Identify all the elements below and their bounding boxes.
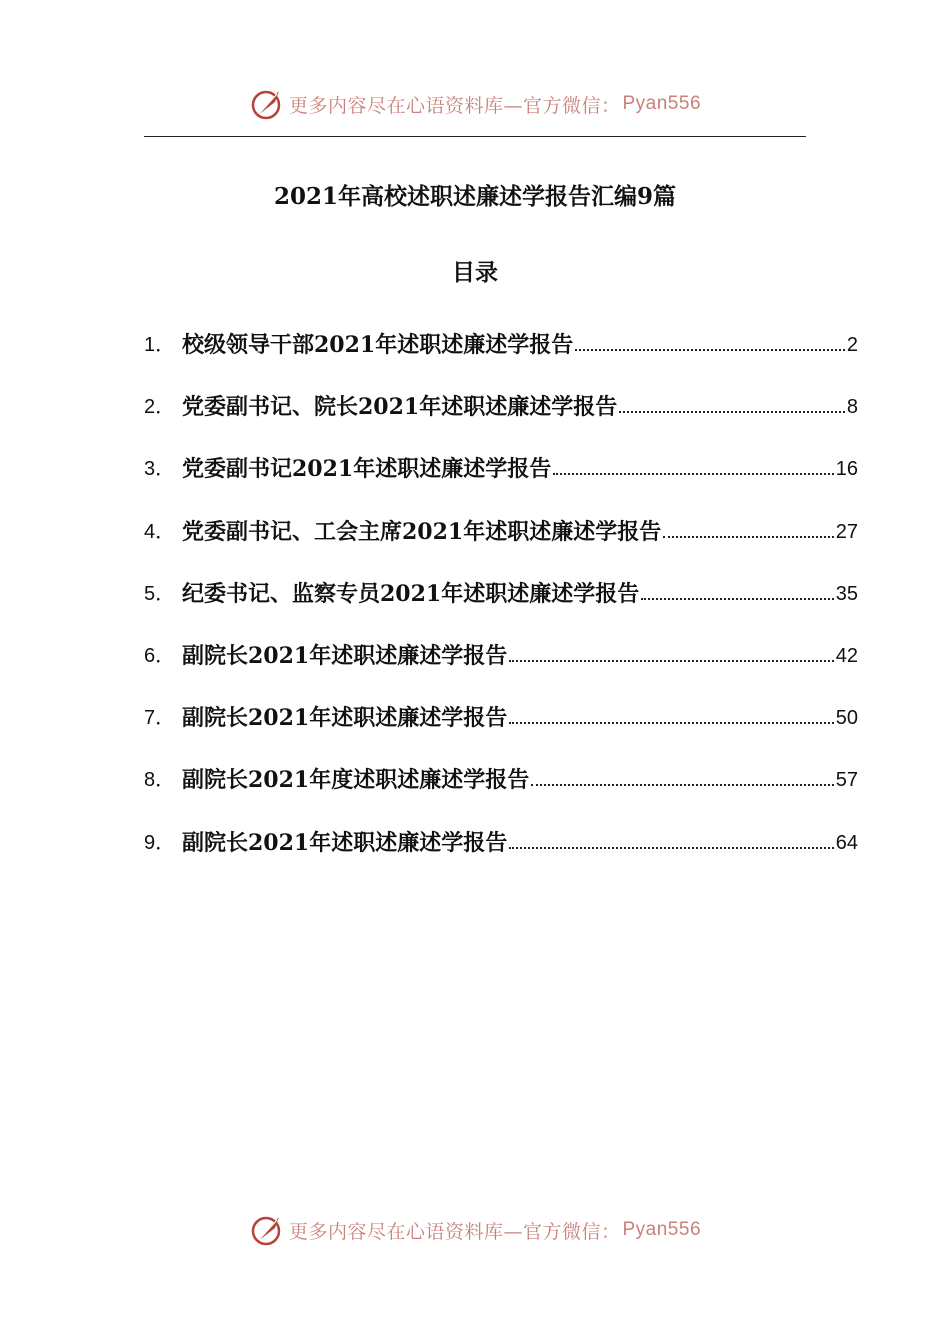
toc-item-title[interactable]: 校级领导干部2021年述职述廉述学报告 xyxy=(182,332,574,358)
footer-banner xyxy=(0,1212,950,1248)
toc-item-title[interactable]: 副院长2021年述职述廉述学报告 xyxy=(182,642,508,669)
header-rule xyxy=(144,136,806,137)
toc-dot-leader xyxy=(575,327,845,351)
header-banner-text: 更多内容尽在心语资料库—官方微信： xyxy=(288,94,621,117)
toc-dot-leader xyxy=(509,638,834,662)
footer-banner-text: 更多内容尽在心语资料库—官方微信： xyxy=(288,1220,621,1243)
quill-logo-icon xyxy=(249,1212,285,1248)
toc-dot-leader xyxy=(619,389,845,413)
header-banner xyxy=(0,86,950,122)
toc-item-number: 1． xyxy=(144,334,176,356)
toc-dot-leader xyxy=(553,451,834,475)
toc-item-page: 57 xyxy=(835,769,858,792)
toc-item-page: 42 xyxy=(835,644,858,667)
toc-item-page: 35 xyxy=(835,582,858,605)
toc-item-page: 8 xyxy=(846,396,858,419)
toc-item-number: 6． xyxy=(144,644,176,667)
toc-item[interactable] xyxy=(144,700,858,762)
toc-item-title[interactable]: 副院长2021年述职述廉述学报告 xyxy=(182,705,508,732)
toc-item-title[interactable]: 纪委书记、监察专员2021年述职述廉述学报告 xyxy=(182,580,640,607)
toc-item-page: 2 xyxy=(846,334,858,356)
toc-item-number: 2． xyxy=(144,396,176,419)
toc-heading: 目录 xyxy=(452,259,498,286)
toc-dot-leader xyxy=(641,576,834,600)
toc-item[interactable] xyxy=(144,638,858,700)
toc-dot-leader xyxy=(509,700,834,724)
toc-item[interactable] xyxy=(144,327,858,389)
header-wechat-id: Pyan556 xyxy=(622,93,702,114)
toc-item[interactable] xyxy=(144,514,858,576)
toc-item-page: 64 xyxy=(835,831,858,854)
toc-dot-leader xyxy=(531,762,834,786)
quill-logo-icon xyxy=(249,86,285,122)
toc-item[interactable] xyxy=(144,825,858,887)
toc-dot-leader xyxy=(509,825,834,849)
toc-item-page: 50 xyxy=(835,707,858,730)
toc-item-page: 16 xyxy=(835,458,858,481)
toc-item-title[interactable]: 党委副书记、院长2021年述职述廉述学报告 xyxy=(182,394,618,421)
toc-item[interactable] xyxy=(144,389,858,451)
toc-dot-leader xyxy=(663,514,834,538)
toc-item-number: 4． xyxy=(144,520,176,543)
toc-item[interactable] xyxy=(144,451,858,513)
document-title: 2021年高校述职述廉述学报告汇编9篇 xyxy=(273,183,677,210)
toc-item-title[interactable]: 党委副书记2021年述职述廉述学报告 xyxy=(182,456,552,483)
toc-item-number: 7． xyxy=(144,707,176,730)
toc-item-number: 9． xyxy=(144,831,176,854)
toc-item-title[interactable]: 党委副书记、工会主席2021年述职述廉述学报告 xyxy=(182,518,662,545)
toc-item-title[interactable]: 副院长2021年度述职述廉述学报告 xyxy=(182,767,530,794)
toc-item-page: 27 xyxy=(835,520,858,543)
toc-item[interactable] xyxy=(144,576,858,638)
table-of-contents xyxy=(144,327,858,887)
toc-item-number: 8． xyxy=(144,769,176,792)
toc-item-number: 3． xyxy=(144,458,176,481)
toc-item[interactable] xyxy=(144,762,858,824)
toc-item-number: 5． xyxy=(144,582,176,605)
footer-wechat-id: Pyan556 xyxy=(622,1219,702,1240)
toc-item-title[interactable]: 副院长2021年述职述廉述学报告 xyxy=(182,829,508,856)
